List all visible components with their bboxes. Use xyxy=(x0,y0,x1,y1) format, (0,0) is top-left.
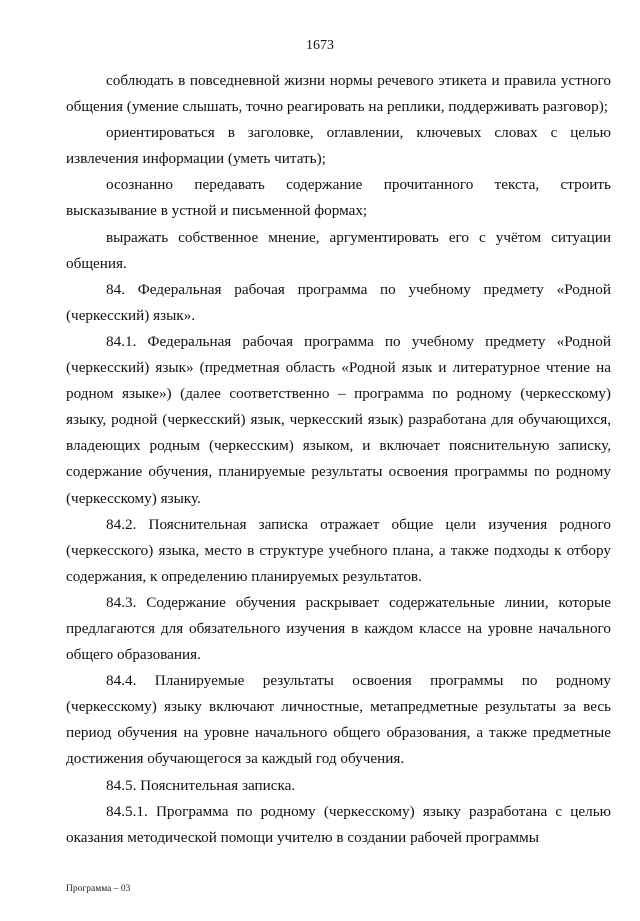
paragraph: выражать собственное мнение, аргументировать его с учётом ситуации общения. xyxy=(66,228,611,272)
paragraph-84-5-1: 84.5.1. Программа по родному (черкесскому) языку разработана с целью оказания методической помощи учителю в создании рабочей программы xyxy=(66,802,611,846)
paragraph-84-2: 84.2. Пояснительная записка отражает общие цели изучения родного (черкесского) языка, место в структуре учебного плана, а также подходы к отбору содержания, к определению планируемых результатов. xyxy=(66,515,611,585)
footer-label: Программа – 03 xyxy=(66,884,131,894)
paragraph-84-1: 84.1. Федеральная рабочая программа по учебному предмету «Родной (черкесский) язык» (предметная область «Родной язык и литературное чтение на родном языке») (далее соответственно – программа по родному (черкесскому) языку, родной (черкесский) язык, черкесский язык) разработана для обучающихся, владеющих родным (черкесским) языком, и включает пояснительную записку, содержание обучения, планируемые результаты освоения программы по родному (черкесскому) языку. xyxy=(66,332,611,507)
page-number: 1673 xyxy=(306,38,334,53)
body-text xyxy=(66,68,611,851)
paragraph: осознанно передавать содержание прочитанного текста, строить высказывание в устной и письменной формах; xyxy=(66,176,611,220)
paragraph-84-5: 84.5. Пояснительная записка. xyxy=(106,776,296,794)
section-heading-84: 84. Федеральная рабочая программа по учебному предмету «Родной (черкесский) язык». xyxy=(66,280,611,324)
paragraph: соблюдать в повседневной жизни нормы речевого этикета и правила устного общения (умение слышать, точно реагировать на реплики, поддерживать разговор); xyxy=(66,72,611,116)
paragraph: ориентироваться в заголовке, оглавлении, ключевых словах с целью извлечения информации (уметь читать); xyxy=(66,124,611,168)
paragraph-84-3: 84.3. Содержание обучения раскрывает содержательные линии, которые предлагаются для обязательного изучения в каждом классе на уровне начального общего образования. xyxy=(66,593,611,664)
paragraph-84-4: 84.4. Планируемые результаты освоения программы по родному (черкесскому) языку включают личностные, метапредметные результаты за весь период обучения на уровне начального общего образования, а также предметные достижения обучающегося за каждый год обучения. xyxy=(66,672,611,768)
